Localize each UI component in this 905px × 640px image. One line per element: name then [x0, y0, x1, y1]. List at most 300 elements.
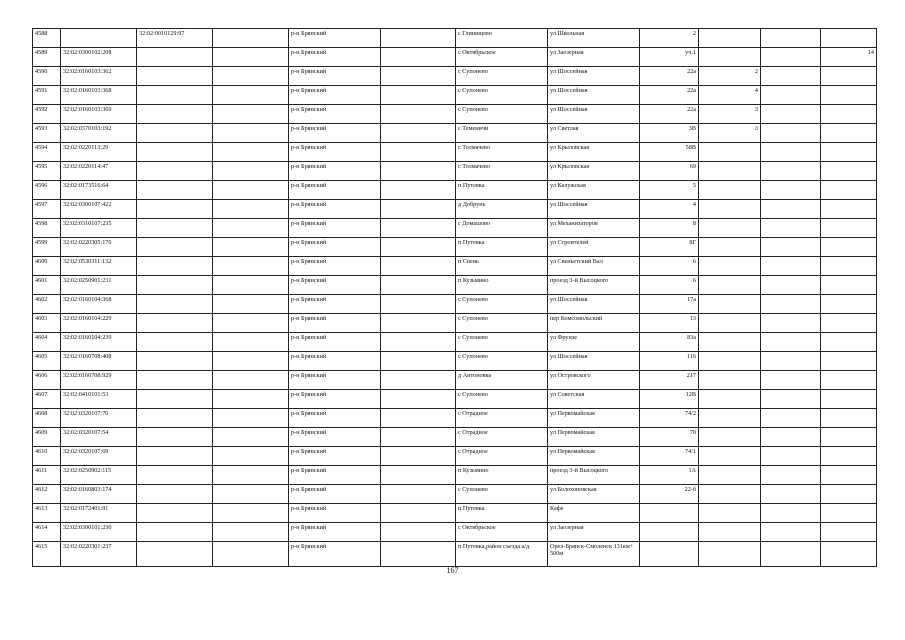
- unit-number-cell: [699, 48, 761, 67]
- empty-cell: [213, 371, 289, 390]
- secondary-cadastral-cell: [137, 257, 213, 276]
- property-register-table: [32, 28, 877, 567]
- locality-cell: с Супонево: [456, 333, 548, 352]
- empty-cell: [381, 276, 456, 295]
- locality-cell: п Путевка,район съезда а/д: [456, 542, 548, 567]
- extra-value-cell: [821, 523, 877, 542]
- empty-cell: [761, 162, 821, 181]
- empty-cell: [761, 390, 821, 409]
- empty-cell: [761, 371, 821, 390]
- cadastral-number-cell: 32:02:0220113:29: [61, 143, 137, 162]
- cadastral-number-cell: 32:02:0300102:208: [61, 48, 137, 67]
- empty-cell: [381, 143, 456, 162]
- empty-cell: [381, 409, 456, 428]
- secondary-cadastral-cell: [137, 523, 213, 542]
- district-cell: р-н Брянский: [289, 105, 381, 124]
- empty-cell: [213, 219, 289, 238]
- extra-value-cell: [821, 295, 877, 314]
- unit-number-cell: [699, 162, 761, 181]
- empty-cell: [213, 181, 289, 200]
- street-cell: ул Строителей: [548, 238, 640, 257]
- secondary-cadastral-cell: [137, 542, 213, 567]
- row-number-cell: 4613: [33, 504, 61, 523]
- cadastral-number-cell: 32:02:0320107:69: [61, 447, 137, 466]
- row-number-cell: 4594: [33, 143, 61, 162]
- district-cell: р-н Брянский: [289, 314, 381, 333]
- street-cell: проезд 3-й Высоцкого: [548, 276, 640, 295]
- secondary-cadastral-cell: 32:02:0010129:97: [137, 29, 213, 48]
- house-number-cell: 58В: [640, 143, 699, 162]
- cadastral-number-cell: 32:02:0160104:368: [61, 295, 137, 314]
- district-cell: р-н Брянский: [289, 238, 381, 257]
- house-number-cell: 8: [640, 219, 699, 238]
- unit-number-cell: [699, 485, 761, 504]
- house-number-cell: 1А: [640, 466, 699, 485]
- district-cell: р-н Брянский: [289, 485, 381, 504]
- row-number-cell: 4591: [33, 86, 61, 105]
- house-number-cell: 116: [640, 352, 699, 371]
- empty-cell: [761, 48, 821, 67]
- locality-cell: с Супонево: [456, 295, 548, 314]
- secondary-cadastral-cell: [137, 314, 213, 333]
- row-number-cell: 4592: [33, 105, 61, 124]
- cadastral-number-cell: 32:02:0160103:369: [61, 105, 137, 124]
- district-cell: р-н Брянский: [289, 219, 381, 238]
- locality-cell: п Кузьмино: [456, 466, 548, 485]
- cadastral-number-cell: 32:02:0160708:929: [61, 371, 137, 390]
- empty-cell: [213, 409, 289, 428]
- empty-cell: [213, 504, 289, 523]
- row-number-cell: 4597: [33, 200, 61, 219]
- empty-cell: [213, 314, 289, 333]
- table-row: [33, 143, 877, 162]
- row-number-cell: 4593: [33, 124, 61, 143]
- secondary-cadastral-cell: [137, 428, 213, 447]
- secondary-cadastral-cell: [137, 48, 213, 67]
- table-row: [33, 219, 877, 238]
- table-row: [33, 428, 877, 447]
- row-number-cell: 4611: [33, 466, 61, 485]
- locality-cell: п Путевка: [456, 181, 548, 200]
- cadastral-number-cell: 32:02:0320107:70: [61, 409, 137, 428]
- row-number-cell: 4606: [33, 371, 61, 390]
- house-number-cell: 2: [640, 29, 699, 48]
- extra-value-cell: [821, 409, 877, 428]
- cadastral-number-cell: 32:02:0250901:231: [61, 276, 137, 295]
- row-number-cell: 4596: [33, 181, 61, 200]
- cadastral-number-cell: 32:02:0160104:239: [61, 333, 137, 352]
- unit-number-cell: 4: [699, 86, 761, 105]
- locality-cell: с Супонево: [456, 86, 548, 105]
- empty-cell: [761, 447, 821, 466]
- empty-cell: [381, 390, 456, 409]
- locality-cell: с Супонево: [456, 105, 548, 124]
- empty-cell: [381, 48, 456, 67]
- empty-cell: [381, 200, 456, 219]
- street-cell: ул Светлая: [548, 124, 640, 143]
- locality-cell: с Супонево: [456, 67, 548, 86]
- empty-cell: [381, 181, 456, 200]
- street-cell: ул Заозерная: [548, 48, 640, 67]
- extra-value-cell: [821, 143, 877, 162]
- district-cell: р-н Брянский: [289, 371, 381, 390]
- extra-value-cell: [821, 219, 877, 238]
- unit-number-cell: 3: [699, 105, 761, 124]
- table-row: [33, 257, 877, 276]
- house-number-cell: 13: [640, 314, 699, 333]
- row-number-cell: 4615: [33, 542, 61, 567]
- locality-cell: с Толмачево: [456, 143, 548, 162]
- row-number-cell: 4599: [33, 238, 61, 257]
- district-cell: р-н Брянский: [289, 86, 381, 105]
- extra-value-cell: [821, 542, 877, 567]
- street-cell: ул Калужская: [548, 181, 640, 200]
- extra-value-cell: [821, 276, 877, 295]
- cadastral-number-cell: 32:02:0530311:132: [61, 257, 137, 276]
- empty-cell: [213, 276, 289, 295]
- district-cell: р-н Брянский: [289, 333, 381, 352]
- street-cell: проезд 3-й Высоцкого: [548, 466, 640, 485]
- locality-cell: с Отрадное: [456, 409, 548, 428]
- locality-cell: с Октябрьское: [456, 523, 548, 542]
- locality-cell: с Отрадное: [456, 447, 548, 466]
- locality-cell: с Супонево: [456, 390, 548, 409]
- table-row: [33, 409, 877, 428]
- extra-value-cell: [821, 162, 877, 181]
- empty-cell: [761, 219, 821, 238]
- district-cell: р-н Брянский: [289, 352, 381, 371]
- table-row: [33, 390, 877, 409]
- table-row: [33, 67, 877, 86]
- extra-value-cell: [821, 200, 877, 219]
- row-number-cell: 4614: [33, 523, 61, 542]
- cadastral-number-cell: 32:02:0160803:174: [61, 485, 137, 504]
- locality-cell: д Добрунь: [456, 200, 548, 219]
- secondary-cadastral-cell: [137, 447, 213, 466]
- empty-cell: [381, 371, 456, 390]
- table-row: [33, 124, 877, 143]
- locality-cell: с Супонево: [456, 314, 548, 333]
- house-number-cell: 70: [640, 428, 699, 447]
- page-number: 167: [446, 566, 459, 575]
- empty-cell: [213, 124, 289, 143]
- secondary-cadastral-cell: [137, 162, 213, 181]
- district-cell: р-н Брянский: [289, 409, 381, 428]
- house-number-cell: 22-б: [640, 485, 699, 504]
- extra-value-cell: [821, 238, 877, 257]
- row-number-cell: 4603: [33, 314, 61, 333]
- locality-cell: с Домашово: [456, 219, 548, 238]
- extra-value-cell: [821, 504, 877, 523]
- unit-number-cell: [699, 504, 761, 523]
- district-cell: р-н Брянский: [289, 504, 381, 523]
- empty-cell: [761, 86, 821, 105]
- unit-number-cell: [699, 428, 761, 447]
- empty-cell: [213, 105, 289, 124]
- street-cell: ул Болохоновская: [548, 485, 640, 504]
- empty-cell: [213, 257, 289, 276]
- cadastral-number-cell: 32:02:0160104:229: [61, 314, 137, 333]
- secondary-cadastral-cell: [137, 409, 213, 428]
- empty-cell: [381, 428, 456, 447]
- street-cell: ул Советская: [548, 390, 640, 409]
- empty-cell: [213, 485, 289, 504]
- district-cell: р-н Брянский: [289, 276, 381, 295]
- district-cell: р-н Брянский: [289, 447, 381, 466]
- unit-number-cell: [699, 466, 761, 485]
- cadastral-number-cell: 32:02:0173516:64: [61, 181, 137, 200]
- house-number-cell: 74/2: [640, 409, 699, 428]
- street-cell: ул Шоссейная: [548, 67, 640, 86]
- locality-cell: с Теменичи: [456, 124, 548, 143]
- house-number-cell: 22а: [640, 86, 699, 105]
- house-number-cell: 6: [640, 276, 699, 295]
- empty-cell: [761, 257, 821, 276]
- cadastral-number-cell: 32:02:0160708:408: [61, 352, 137, 371]
- street-cell: Кафе: [548, 504, 640, 523]
- district-cell: р-н Брянский: [289, 29, 381, 48]
- unit-number-cell: [699, 276, 761, 295]
- secondary-cadastral-cell: [137, 485, 213, 504]
- street-cell: ул Шоссейная: [548, 295, 640, 314]
- cadastral-number-cell: 32:02:0370103:192: [61, 124, 137, 143]
- table-row: [33, 504, 877, 523]
- unit-number-cell: [699, 181, 761, 200]
- table-row: [33, 485, 877, 504]
- unit-number-cell: 3: [699, 124, 761, 143]
- cadastral-number-cell: 32:02:0172401:91: [61, 504, 137, 523]
- extra-value-cell: [821, 181, 877, 200]
- unit-number-cell: [699, 238, 761, 257]
- district-cell: р-н Брянский: [289, 48, 381, 67]
- unit-number-cell: [699, 447, 761, 466]
- cadastral-number-cell: 32:02:0160103:368: [61, 86, 137, 105]
- street-cell: ул Крыловская: [548, 162, 640, 181]
- secondary-cadastral-cell: [137, 86, 213, 105]
- empty-cell: [381, 504, 456, 523]
- empty-cell: [213, 143, 289, 162]
- empty-cell: [761, 314, 821, 333]
- secondary-cadastral-cell: [137, 124, 213, 143]
- extra-value-cell: 14: [821, 48, 877, 67]
- house-number-cell: 3В: [640, 124, 699, 143]
- extra-value-cell: [821, 428, 877, 447]
- empty-cell: [381, 314, 456, 333]
- empty-cell: [381, 523, 456, 542]
- house-number-cell: 69: [640, 162, 699, 181]
- table-row: [33, 86, 877, 105]
- district-cell: р-н Брянский: [289, 542, 381, 567]
- empty-cell: [761, 428, 821, 447]
- secondary-cadastral-cell: [137, 371, 213, 390]
- district-cell: р-н Брянский: [289, 162, 381, 181]
- empty-cell: [761, 523, 821, 542]
- unit-number-cell: [699, 542, 761, 567]
- district-cell: р-н Брянский: [289, 257, 381, 276]
- empty-cell: [761, 238, 821, 257]
- house-number-cell: 5: [640, 181, 699, 200]
- table-row: [33, 542, 877, 567]
- extra-value-cell: [821, 447, 877, 466]
- empty-cell: [213, 523, 289, 542]
- district-cell: р-н Брянский: [289, 523, 381, 542]
- empty-cell: [761, 542, 821, 567]
- secondary-cadastral-cell: [137, 504, 213, 523]
- street-cell: ул Шоссейная: [548, 105, 640, 124]
- cadastral-number-cell: 32:02:0320107:54: [61, 428, 137, 447]
- locality-cell: с Отрадное: [456, 428, 548, 447]
- row-number-cell: 4589: [33, 48, 61, 67]
- table-row: [33, 371, 877, 390]
- street-cell: ул Фрунзе: [548, 333, 640, 352]
- secondary-cadastral-cell: [137, 105, 213, 124]
- empty-cell: [213, 390, 289, 409]
- locality-cell: с Толмачево: [456, 162, 548, 181]
- locality-cell: п Свень: [456, 257, 548, 276]
- locality-cell: с Супонево: [456, 485, 548, 504]
- table-row: [33, 200, 877, 219]
- row-number-cell: 4595: [33, 162, 61, 181]
- street-cell: ул Первомайская: [548, 409, 640, 428]
- unit-number-cell: [699, 371, 761, 390]
- house-number-cell: 217: [640, 371, 699, 390]
- empty-cell: [213, 238, 289, 257]
- empty-cell: [761, 124, 821, 143]
- row-number-cell: 4600: [33, 257, 61, 276]
- empty-cell: [761, 276, 821, 295]
- street-cell: ул Шоссейная: [548, 86, 640, 105]
- table-row: [33, 447, 877, 466]
- street-cell: Орел-Брянск-Смоленск 131км+ 500м: [548, 542, 640, 567]
- secondary-cadastral-cell: [137, 390, 213, 409]
- extra-value-cell: [821, 371, 877, 390]
- empty-cell: [381, 257, 456, 276]
- empty-cell: [381, 105, 456, 124]
- secondary-cadastral-cell: [137, 219, 213, 238]
- row-number-cell: 4588: [33, 29, 61, 48]
- locality-cell: с Октябрьское: [456, 48, 548, 67]
- extra-value-cell: [821, 257, 877, 276]
- row-number-cell: 4609: [33, 428, 61, 447]
- secondary-cadastral-cell: [137, 333, 213, 352]
- unit-number-cell: [699, 219, 761, 238]
- extra-value-cell: [821, 67, 877, 86]
- cadastral-number-cell: 32:02:0160103:362: [61, 67, 137, 86]
- district-cell: р-н Брянский: [289, 295, 381, 314]
- locality-cell: п Кузьмино: [456, 276, 548, 295]
- cadastral-number-cell: [61, 29, 137, 48]
- empty-cell: [213, 162, 289, 181]
- unit-number-cell: [699, 143, 761, 162]
- row-number-cell: 4602: [33, 295, 61, 314]
- row-number-cell: 4601: [33, 276, 61, 295]
- empty-cell: [381, 466, 456, 485]
- extra-value-cell: [821, 314, 877, 333]
- row-number-cell: 4607: [33, 390, 61, 409]
- street-cell: ул Первомайская: [548, 428, 640, 447]
- house-number-cell: 22а: [640, 67, 699, 86]
- cadastral-number-cell: 32:02:0300107:422: [61, 200, 137, 219]
- house-number-cell: 22а: [640, 105, 699, 124]
- cadastral-number-cell: 32:02:0250902:115: [61, 466, 137, 485]
- empty-cell: [761, 200, 821, 219]
- empty-cell: [213, 200, 289, 219]
- unit-number-cell: [699, 352, 761, 371]
- row-number-cell: 4612: [33, 485, 61, 504]
- secondary-cadastral-cell: [137, 276, 213, 295]
- empty-cell: [213, 86, 289, 105]
- empty-cell: [213, 333, 289, 352]
- house-number-cell: [640, 542, 699, 567]
- table-row: [33, 466, 877, 485]
- extra-value-cell: [821, 352, 877, 371]
- cadastral-number-cell: 32:02:0310107:235: [61, 219, 137, 238]
- secondary-cadastral-cell: [137, 143, 213, 162]
- unit-number-cell: [699, 523, 761, 542]
- empty-cell: [761, 333, 821, 352]
- row-number-cell: 4605: [33, 352, 61, 371]
- district-cell: р-н Брянский: [289, 67, 381, 86]
- street-cell: ул Первомайская: [548, 447, 640, 466]
- unit-number-cell: [699, 409, 761, 428]
- unit-number-cell: [699, 314, 761, 333]
- empty-cell: [761, 352, 821, 371]
- street-cell: ул Школьная: [548, 29, 640, 48]
- secondary-cadastral-cell: [137, 466, 213, 485]
- street-cell: ул Шоссейная: [548, 352, 640, 371]
- secondary-cadastral-cell: [137, 238, 213, 257]
- street-cell: пер Комсомольский: [548, 314, 640, 333]
- empty-cell: [381, 86, 456, 105]
- cadastral-number-cell: 32:02:0220301:237: [61, 542, 137, 567]
- row-number-cell: 4590: [33, 67, 61, 86]
- extra-value-cell: [821, 124, 877, 143]
- table-row: [33, 295, 877, 314]
- extra-value-cell: [821, 333, 877, 352]
- empty-cell: [213, 466, 289, 485]
- row-number-cell: 4598: [33, 219, 61, 238]
- secondary-cadastral-cell: [137, 352, 213, 371]
- empty-cell: [213, 447, 289, 466]
- empty-cell: [761, 105, 821, 124]
- table-row: [33, 238, 877, 257]
- secondary-cadastral-cell: [137, 200, 213, 219]
- empty-cell: [381, 238, 456, 257]
- empty-cell: [381, 542, 456, 567]
- cadastral-number-cell: 32:02:0220305:176: [61, 238, 137, 257]
- table-row: [33, 333, 877, 352]
- secondary-cadastral-cell: [137, 295, 213, 314]
- unit-number-cell: [699, 200, 761, 219]
- cadastral-number-cell: 32:02:0220114:47: [61, 162, 137, 181]
- empty-cell: [761, 29, 821, 48]
- house-number-cell: 4: [640, 200, 699, 219]
- unit-number-cell: [699, 333, 761, 352]
- house-number-cell: [640, 523, 699, 542]
- empty-cell: [381, 447, 456, 466]
- table-row: [33, 162, 877, 181]
- locality-cell: с Глинищево: [456, 29, 548, 48]
- secondary-cadastral-cell: [137, 181, 213, 200]
- empty-cell: [761, 295, 821, 314]
- empty-cell: [761, 466, 821, 485]
- table-row: [33, 314, 877, 333]
- empty-cell: [381, 219, 456, 238]
- district-cell: р-н Брянский: [289, 466, 381, 485]
- extra-value-cell: [821, 466, 877, 485]
- house-number-cell: 17а: [640, 295, 699, 314]
- extra-value-cell: [821, 105, 877, 124]
